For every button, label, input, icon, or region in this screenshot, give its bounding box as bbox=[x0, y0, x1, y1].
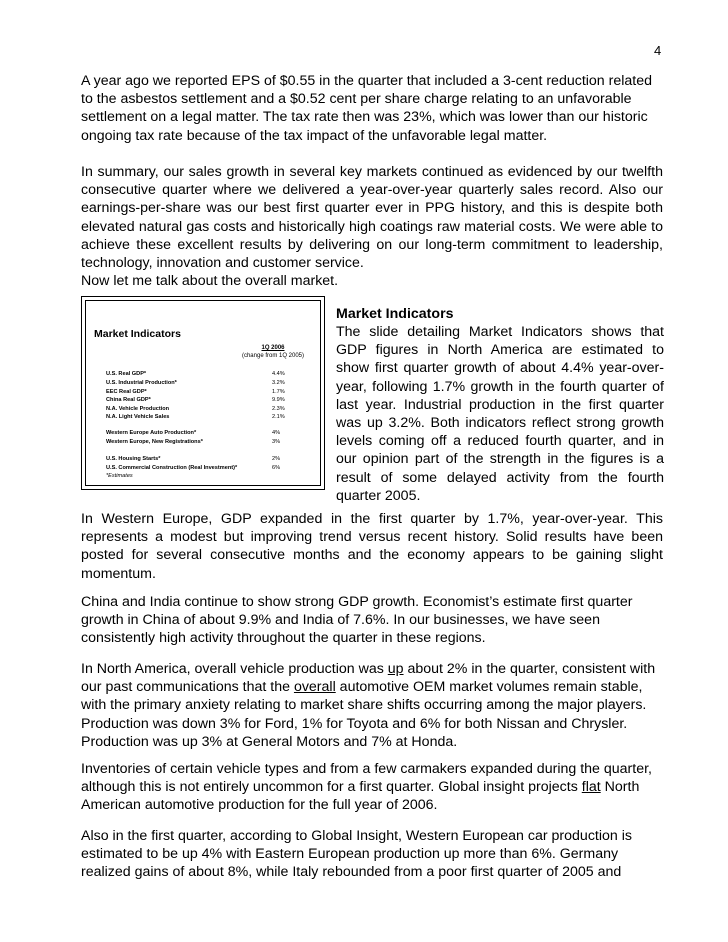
slide-row-value: 4% bbox=[272, 430, 281, 436]
slide-row-value: 2.3% bbox=[272, 406, 285, 412]
page-number: 4 bbox=[654, 43, 662, 58]
text-segment: Inventories of certain vehicle types and from a few carmakers expanded during the quarter, although this is not entirely uncommon for a first quarter. Global insight projects bbox=[81, 761, 652, 796]
slide-footnote: *Estimates bbox=[106, 473, 133, 479]
paragraph-summary: In summary, our sales growth in several key markets continued as evidenced by our twelfth consecutive quarter where we delivered a year-over-year quarterly sales record. Also our earnings-per-share was our best first quarter ever in PPG history, and this is despite both elevated natural gas costs and historically high coatings raw material costs. We were able to achieve these excellent results by delivering on our long-term commitment to leadership, technology, innovation and customer service. bbox=[81, 164, 663, 272]
slide-row-label: Western Europe Auto Production* bbox=[106, 430, 197, 436]
slide-column-subtitle: (change from 1Q 2005) bbox=[241, 353, 305, 359]
text-segment: automotive OEM market volumes remain stable, with the primary anxiety relating to market share shifts occurring among the major players. Production was down 3% for Ford, 1% for Toyota and 6% for both Nissan and Chrysler. Production was up 3% at General Motors and 7% at Honda. bbox=[81, 679, 647, 750]
paragraph-western-europe: In Western Europe, GDP expanded in the first quarter by 1.7%, year-over-year. This represents a modest but improving trend versus recent history. Solid results have been posted for several consecutive months and the economy appears to be gaining slight momentum. bbox=[81, 511, 663, 582]
side-heading: Market Indicators bbox=[336, 306, 454, 322]
slide-row-label: Western Europe, New Registrations* bbox=[106, 439, 203, 445]
slide-row-value: 3% bbox=[272, 439, 281, 445]
slide-row-label: EEC Real GDP* bbox=[106, 389, 147, 395]
slide-row-value: 9.9% bbox=[272, 397, 285, 403]
text-segment: North American automotive production for the full year of 2006. bbox=[81, 779, 640, 814]
underlined-text: flat bbox=[581, 779, 601, 796]
slide-row-value: 1.7% bbox=[272, 389, 285, 395]
slide-column-header bbox=[236, 344, 310, 360]
slide-row-label: U.S. Industrial Production* bbox=[106, 380, 177, 386]
slide-row-label: N.A. Vehicle Production bbox=[106, 406, 170, 412]
paragraph-overall-market: Now let me talk about the overall market. bbox=[81, 273, 339, 289]
slide-row-value: 4.4% bbox=[272, 371, 285, 377]
side-paragraph: The slide detailing Market Indicators shows that GDP figures in North America are estimated to show first quarter growth of about 4.4% year-over-year, following 1.7% growth in the fourth quarter of last year. Industrial production in the first quarter was up 3.2%. Both indicators reflect strong growth levels coming off a reduced fourth quarter, and in our opinion part of the strength in the figures is a result of some delayed activity from the fourth quarter 2005. bbox=[336, 324, 664, 504]
paragraph-western-european-production: Also in the first quarter, according to Global Insight, Western European car production is estimated to be up 4% with Eastern European production up more than 6%. Germany realized gains of about 8%, while Italy rebounded from a poor first quarter of 2005 and bbox=[81, 828, 632, 881]
slide-row-label: U.S. Housing Starts* bbox=[106, 456, 161, 462]
market-indicators-slide bbox=[81, 296, 325, 490]
paragraph-china-india: China and India continue to show strong GDP growth. Economist’s estimate first quarter growth in China of about 9.9% and India of 7.6%. In our businesses, we have seen consistently high activity throughout the quarter in these regions. bbox=[81, 594, 633, 647]
slide-row-label: China Real GDP* bbox=[106, 397, 151, 403]
slide-row-label: N.A. Light Vehicle Sales bbox=[106, 414, 170, 420]
slide-row-label: U.S. Real GDP* bbox=[106, 371, 147, 377]
text-segment: In North America, overall vehicle production was bbox=[81, 661, 388, 677]
slide-row-value: 3.2% bbox=[272, 380, 285, 386]
slide-row-value: 2% bbox=[272, 456, 281, 462]
slide-row-value: 2.1% bbox=[272, 414, 285, 420]
underlined-text: overall bbox=[293, 679, 336, 696]
slide-row-label: U.S. Commercial Construction (Real Investment)* bbox=[106, 465, 238, 471]
paragraph-inventories bbox=[81, 760, 663, 815]
underlined-text: up bbox=[387, 661, 404, 677]
text-segment: about 2% in the quarter, consistent with our past communications that the bbox=[81, 661, 656, 696]
paragraph-north-america bbox=[81, 660, 663, 751]
slide-title: Market Indicators bbox=[94, 328, 181, 340]
slide-column-period: 1Q 2006 bbox=[261, 345, 285, 351]
slide-row-value: 6% bbox=[272, 465, 281, 471]
paragraph-eps-last-year: A year ago we reported EPS of $0.55 in the quarter that included a 3-cent reduction related to the asbestos settlement and a $0.52 cent per share charge relating to an unfavorable settlement on a legal matter. The tax rate then was 23%, which was lower than our historic ongoing tax rate because of the tax impact of the unfavorable legal matter. bbox=[81, 73, 653, 144]
